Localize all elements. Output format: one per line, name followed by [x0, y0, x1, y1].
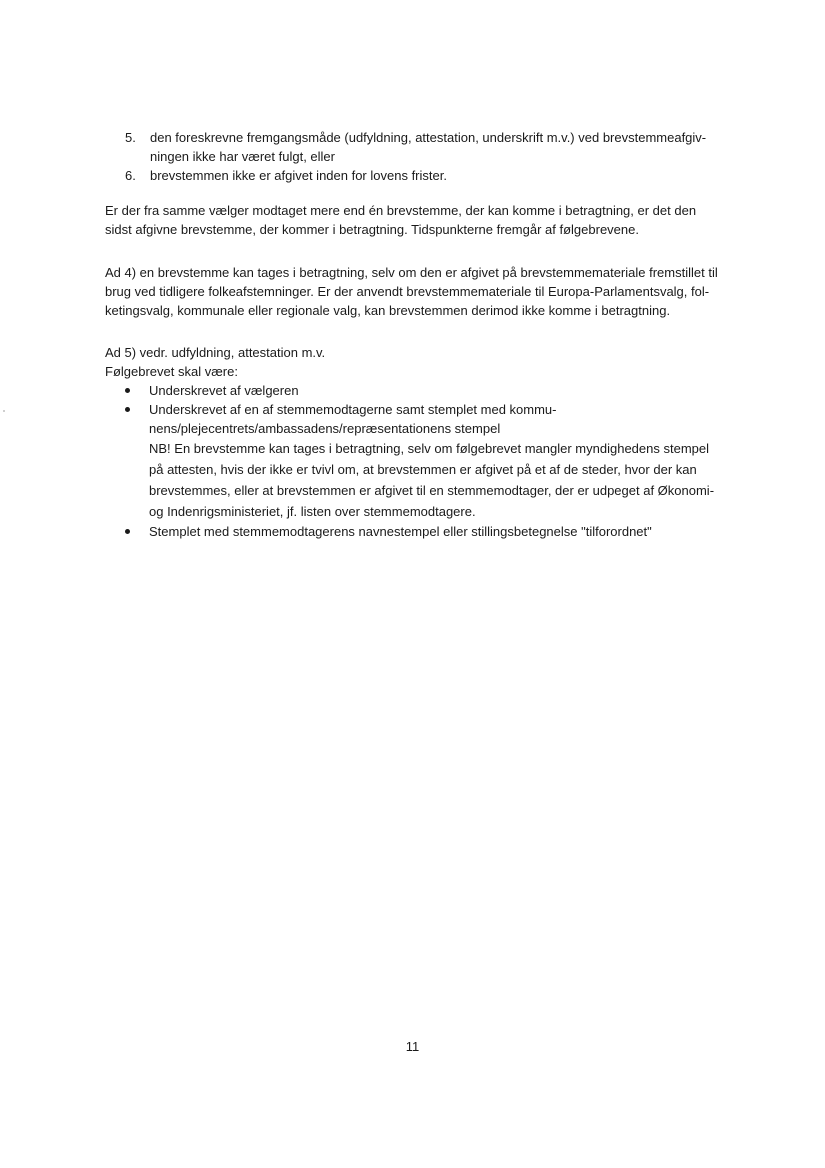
- list-item: [105, 166, 745, 185]
- text-line: brug ved tidligere folkeafstemninger. Er der anvendt brevstemmemateriale til Europa-Parlamentsvalg, fol-: [105, 284, 710, 299]
- paragraph-latest-vote: [105, 201, 745, 239]
- text-line: brevstemmen ikke er afgivet inden for lovens frister.: [150, 168, 447, 183]
- bullet-icon: [105, 381, 149, 400]
- text-line: den foreskrevne fremgangsmåde (udfyldning, attestation, underskrift m.v.) ved brevstemmeafgiv-: [150, 130, 707, 145]
- text-line: Underskrevet af vælgeren: [149, 383, 299, 398]
- paragraph-ad-4: [105, 263, 745, 320]
- text-line: på attesten, hvis der ikke er tvivl om, at brevstemmen er afgivet på et af de steder, hvor der kan: [149, 462, 697, 477]
- nb-note: [149, 438, 750, 522]
- text-line: brevstemmes, eller at brevstemmen er afgivet til en stemmemodtager, der er udpeget af Økonomi-: [149, 483, 715, 498]
- text-line: Ad 5) vedr. udfyldning, attestation m.v.: [105, 345, 326, 360]
- list-text: [150, 128, 745, 166]
- text-line: Ad 4) en brevstemme kan tages i betragtning, selv om den er afgivet på brevstemmemateriale fremstillet til: [105, 265, 718, 280]
- text-line: NB! En brevstemme kan tages i betragtning, selv om følgebrevet mangler myndighedens stempel: [149, 441, 709, 456]
- page-number: 11: [405, 1039, 420, 1054]
- list-number: 6.: [125, 168, 136, 183]
- list-item: [105, 128, 745, 166]
- text-line: sidst afgivne brevstemme, der kommer i betragtning. Tidspunkterne fremgår af følgebrevene.: [105, 222, 639, 237]
- text-line: ketingsvalg, kommunale eller regionale valg, kan brevstemmen derimod ikke komme i betragtning.: [105, 303, 671, 318]
- bullet-icon: [105, 522, 149, 541]
- requirements-bullet-list: [105, 381, 750, 541]
- paragraph-ad-5: [105, 343, 745, 381]
- bullet-item: [105, 381, 750, 400]
- text-line: Underskrevet af en af stemmemodtagerne samt stemplet med kommu-: [149, 402, 557, 417]
- bullet-item: [105, 400, 750, 522]
- text-line: ningen ikke har været fulgt, eller: [150, 149, 335, 164]
- text-line: nens/plejecentrets/ambassadens/repræsentationens stempel: [149, 421, 501, 436]
- bullet-text: [149, 381, 750, 400]
- list-text: [150, 166, 745, 185]
- scan-artifact: [3, 410, 5, 412]
- text-line: Følgebrevet skal være:: [105, 364, 238, 379]
- text-line: og Indenrigsministeriet, jf. listen over stemmemodtagere.: [149, 504, 476, 519]
- text-line: Stemplet med stemmemodtagerens navnestempel eller stillingsbetegnelse "tilforordnet": [149, 524, 652, 539]
- list-number: 5.: [125, 130, 136, 145]
- bullet-item: [105, 522, 750, 541]
- text-line: Er der fra samme vælger modtaget mere end én brevstemme, der kan komme i betragtning, er det den: [105, 203, 697, 218]
- bullet-icon: [105, 400, 149, 522]
- bullet-text: [149, 400, 750, 522]
- bullet-text: [149, 522, 750, 541]
- numbered-list: [105, 128, 745, 185]
